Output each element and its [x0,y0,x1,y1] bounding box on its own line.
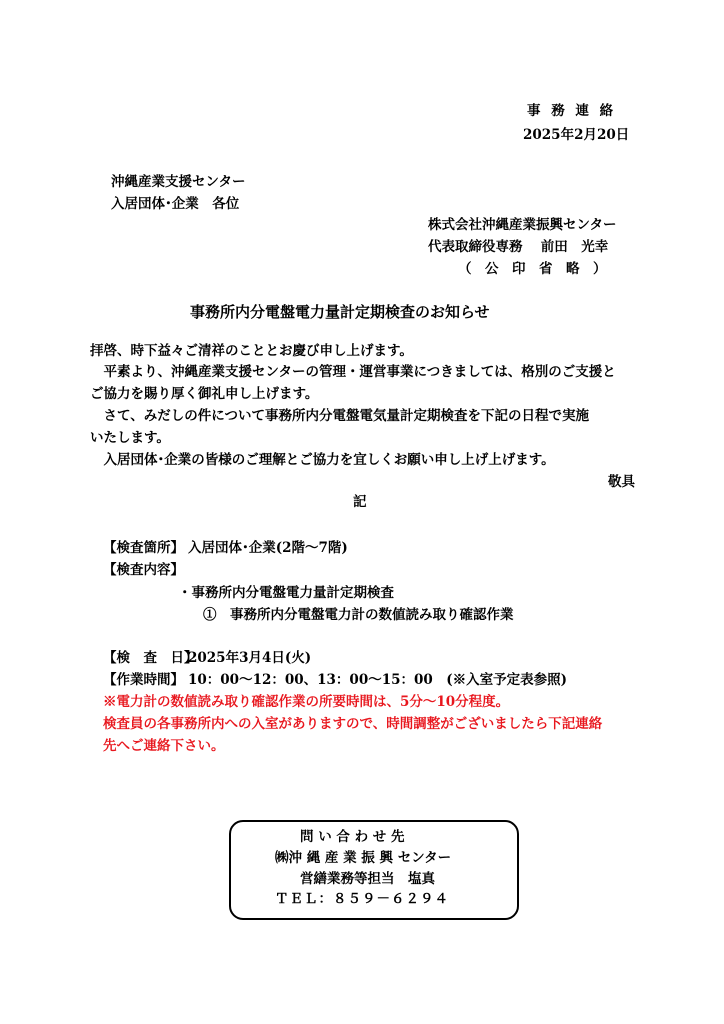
body-paragraph-2-line-1: 平素より、沖縄産業支援センターの管理・運営事業につきましては、格別のご支援と [90,364,616,380]
body-paragraph-2-line-2: ご協力を賜り厚く御礼申し上げます。 [90,386,319,402]
sender-representative: 代表取締役専務 前田 光幸 [428,239,609,255]
inspection-date-value: 2025年3月4日(火) [188,650,312,666]
seal-omitted-note: （ 公 印 省 略 ） [458,261,607,277]
entry-note-line-1: 検査員の各事務所内への入室がありますので、時間調整がございましたら下記連絡 [103,716,603,732]
closing-keigu: 敬具 [608,474,635,490]
location-value: 入居団体･企業(2階～7階) [188,540,348,556]
contact-telephone: ＴＥＬ：８５９－６２９４ [275,891,449,907]
location-label: 【検査箇所】 [103,540,184,556]
entry-note-line-2: 先へご連絡下さい。 [103,738,225,754]
sender-company: 株式会社沖縄産業振興センター [428,217,617,233]
inspection-date-label: 【検 査 日】 [103,650,198,666]
contact-person: 営繕業務等担当 塩真 [300,871,435,887]
duration-note: ※電力計の数値読み取り確認作業の所要時間は、5分～10分程度。 [103,694,510,710]
recipient-line-1: 沖縄産業支援センター [111,174,246,190]
content-label: 【検査内容】 [103,562,184,578]
body-paragraph-4: 入居団体･企業の皆様のご理解とご協力を宜しくお願い申し上げ上げます。 [90,452,555,468]
greeting-paragraph: 拝啓、時下益々ご清祥のこととお慶び申し上げます。 [90,343,413,359]
contact-company: ㈱沖 縄 産 業 振 興 センター [275,850,452,866]
work-time-label: 【作業時間】 [103,672,184,688]
ki-heading: 記 [353,494,367,510]
document-title: 事務所内分電盤電力量計定期検査のお知らせ [190,303,490,321]
document-type: 事 務 連 絡 [527,103,617,119]
content-sub-item: ① 事務所内分電盤電力計の数値読み取り確認作業 [203,607,514,623]
body-paragraph-3-line-2: いたします。 [90,430,170,446]
document-date: 2025年2月20日 [523,127,630,143]
content-item: ・事務所内分電盤電力量計定期検査 [178,585,394,601]
body-paragraph-3-line-1: さて、みだしの件について事務所内分電盤電気量計定期検査を下記の日程で実施 [90,408,589,424]
contact-heading: 問 い 合 わ せ 先 [300,829,405,845]
recipient-line-2: 入居団体･企業 各位 [111,196,240,212]
work-time-value: 10：00～12：00、13：00～15：00 (※入室予定表参照) [188,672,568,688]
